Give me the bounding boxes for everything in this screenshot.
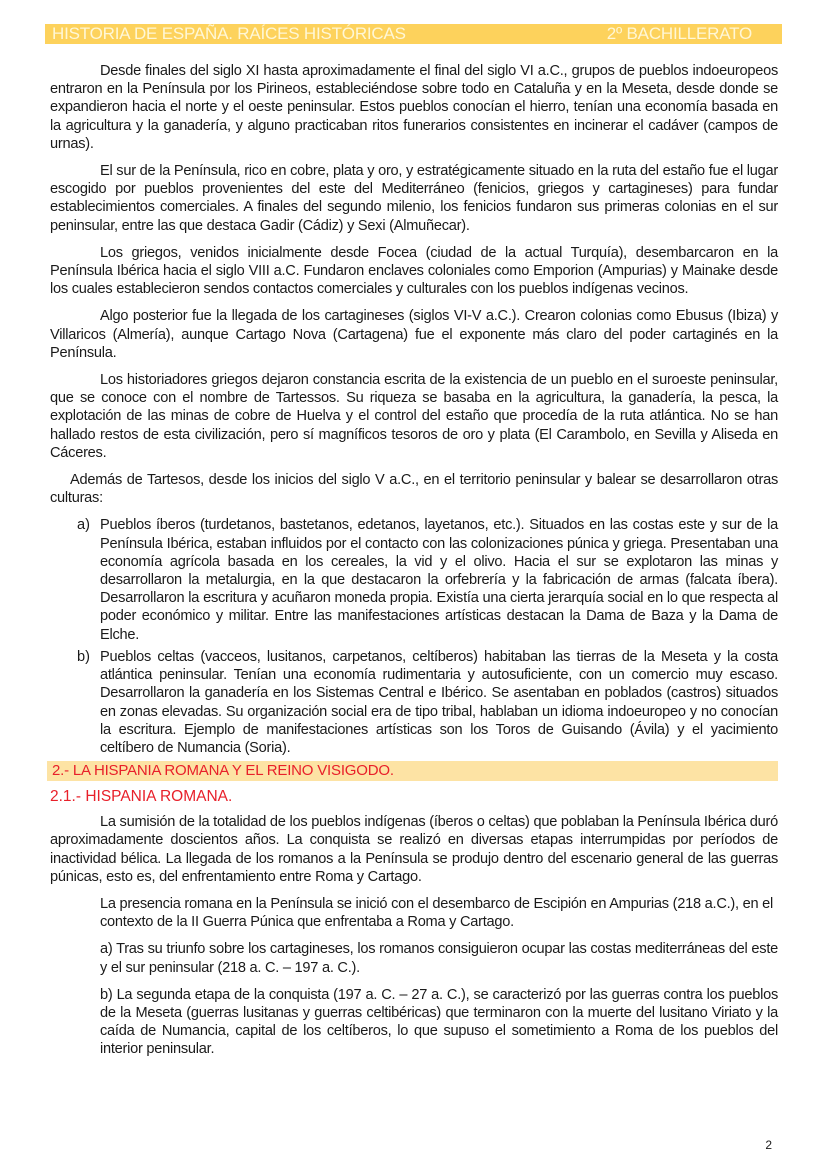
course-label: 2º BACHILLERATO — [606, 24, 752, 43]
paragraph-otras-culturas: Además de Tartesos, desde los inicios del siglo V a.C., en el territorio peninsular y balear se desarrollaron otras culturas: — [50, 472, 778, 507]
paragraph-griegos: Los griegos, venidos inicialmente desde Focea (ciudad de la actual Turquía), desembarcaron en la Península Ibérica hacia el siglo VIII a.C. Fundaron enclaves coloniales como Emporion (Ampurias) y Mainake desde los cuales establecieron sendos contactos comerciales y culturales con los pueblos indígenas vecinos. — [50, 244, 778, 298]
paragraph-primera-etapa: a) Tras su triunfo sobre los cartagineses, los romanos consiguieron ocupar las costas mediterráneas del este y el sur peninsular (218 a. C. – 197 a. C.). — [100, 941, 778, 976]
paragraph-tartessos: Los historiadores griegos dejaron constancia escrita de la existencia de un pueblo en el suroeste peninsular, que se conoce con el nombre de Tartessos. Su riqueza se basaba en la agricultura, la ganadería, la pesca, la explotación de las minas de cobre de Huelva y el control del estaño que procedía de la ruta atlántica. No se han hallado restos de esta civilización, pero sí magníficos tesoros de oro y plata (El Carambolo, en Sevilla y Aliseda en Cáceres. — [50, 372, 778, 461]
list-item-celtas — [50, 648, 778, 757]
paragraph-presencia-romana: La presencia romana en la Península se inició con el desembarco de Escipión en Ampurias (218 a.C.), en el contexto de la II Guerra Púnica que enfrentaba a Roma y Cartago. — [100, 895, 774, 931]
paragraph-colonizadores: El sur de la Península, rico en cobre, plata y oro, y estratégicamente situado en la ruta del estaño fue el lugar escogido por pueblos provenientes del este del Mediterráneo (fenicios, griegos y cartagineses) para fundar establecimientos comerciales. A finales del segundo milenio, los fenicios fundaron sus primeras colonias en el sur peninsular, entre las que destaca Gadir (Cádiz) y Sexi (Almuñecar). — [50, 163, 778, 234]
paragraph-indoeuropeos: Desde finales del siglo XI hasta aproximadamente el final del siglo VI a.C., grupos de pueblos indoeuropeos entraron en la Península por los Pirineos, estableciéndose sobre todo en Cataluña y en la Meseta, desde donde se expandieron hacia el norte y el oeste peninsular. Estos pueblos conocían el hierro, tenían una economía basada en la agricultura y la ganadería, y alguno practicaban ritos funerarios consistentes en incinerar el cadáver (campos de urnas). — [50, 63, 778, 152]
page-content — [50, 62, 778, 1068]
section-heading: 2.- LA HISPANIA ROMANA Y EL REINO VISIGODO. — [47, 761, 778, 781]
list-marker: a) — [77, 517, 90, 534]
subsection-heading: 2.1.- HISPANIA ROMANA. — [50, 788, 233, 806]
paragraph-conquista-intro: La sumisión de la totalidad de los pueblos indígenas (íberos o celtas) que poblaban la Península Ibérica duró aproximadamente doscientos años. La conquista se realizó en diversas etapas interrumpidas por períodos de inactividad bélica. La llegada de los romanos a la Península se produjo dentro del escenario general de las guerras púnicas, esto es, del enfrentamiento entre Roma y Cartago. — [50, 814, 778, 885]
document-title: HISTORIA DE ESPAÑA. RAÍCES HISTÓRICAS — [52, 24, 406, 43]
cultures-list — [50, 516, 778, 757]
list-item-text: Pueblos íberos (turdetanos, bastetanos, edetanos, layetanos, etc.). Situados en las costas este y sur de la Península Ibérica, estaban influidos por el contacto con las colonizaciones púnica y griega. Presentaban una economía agrícola basada en los cereales, la vid y el olivo. Hacia el sur se explotaron las minas y desarrollaron la metalurgia, en la que destacaron la orfebrería y la fabricación de armas (falcata íbera). Desarrollaron la escritura y acuñaron moneda propia. Existía una cierta jerarquía social en lo que respecta al poder económico y militar. Entre las manifestaciones artísticas destacan la Dama de Baza y la Dama de Elche. — [100, 517, 778, 643]
list-item-iberos — [50, 516, 778, 643]
page-number: 2 — [765, 1138, 772, 1152]
conquest-block — [50, 895, 778, 1059]
paragraph-cartagineses: Algo posterior fue la llegada de los cartagineses (siglos VI-V a.C.). Crearon colonias como Ebusus (Ibiza) y Villaricos (Almería), aunque Cartago Nova (Cartagena) fue el exponente más claro del poder cartaginés en la Península. — [50, 308, 778, 361]
list-item-text: Pueblos celtas (vacceos, lusitanos, carpetanos, celtíberos) habitaban las tierras de la Meseta y la costa atlántica peninsular. Tenían una economía rudimentaria y autosuficiente, con un comercio muy escaso. Desarrollaron la ganadería en los Sistemas Central e Ibérico. Se asentaban en poblados (castros) situados en zonas elevadas. Su organización social era de tipo tribal, hablaban un idioma indoeuropeo y no conocían la escritura. Ejemplo de manifestaciones artísticas son los Toros de Guisando (Ávila) y el yacimiento celtíbero de Numancia (Soria). — [100, 648, 778, 756]
list-marker: b) — [77, 648, 90, 665]
page-header — [45, 24, 782, 44]
paragraph-segunda-etapa: b) La segunda etapa de la conquista (197 a. C. – 27 a. C.), se caracterizó por las guerras contra los pueblos de la Meseta (guerras lusitanas y guerras celtibéricas) que terminaron con la muerte del lusitano Viriato y la caída de Numancia, capital de los celtíberos, lo que supuso el sometimiento a Roma de los pueblos del interior peninsular. — [100, 986, 778, 1058]
